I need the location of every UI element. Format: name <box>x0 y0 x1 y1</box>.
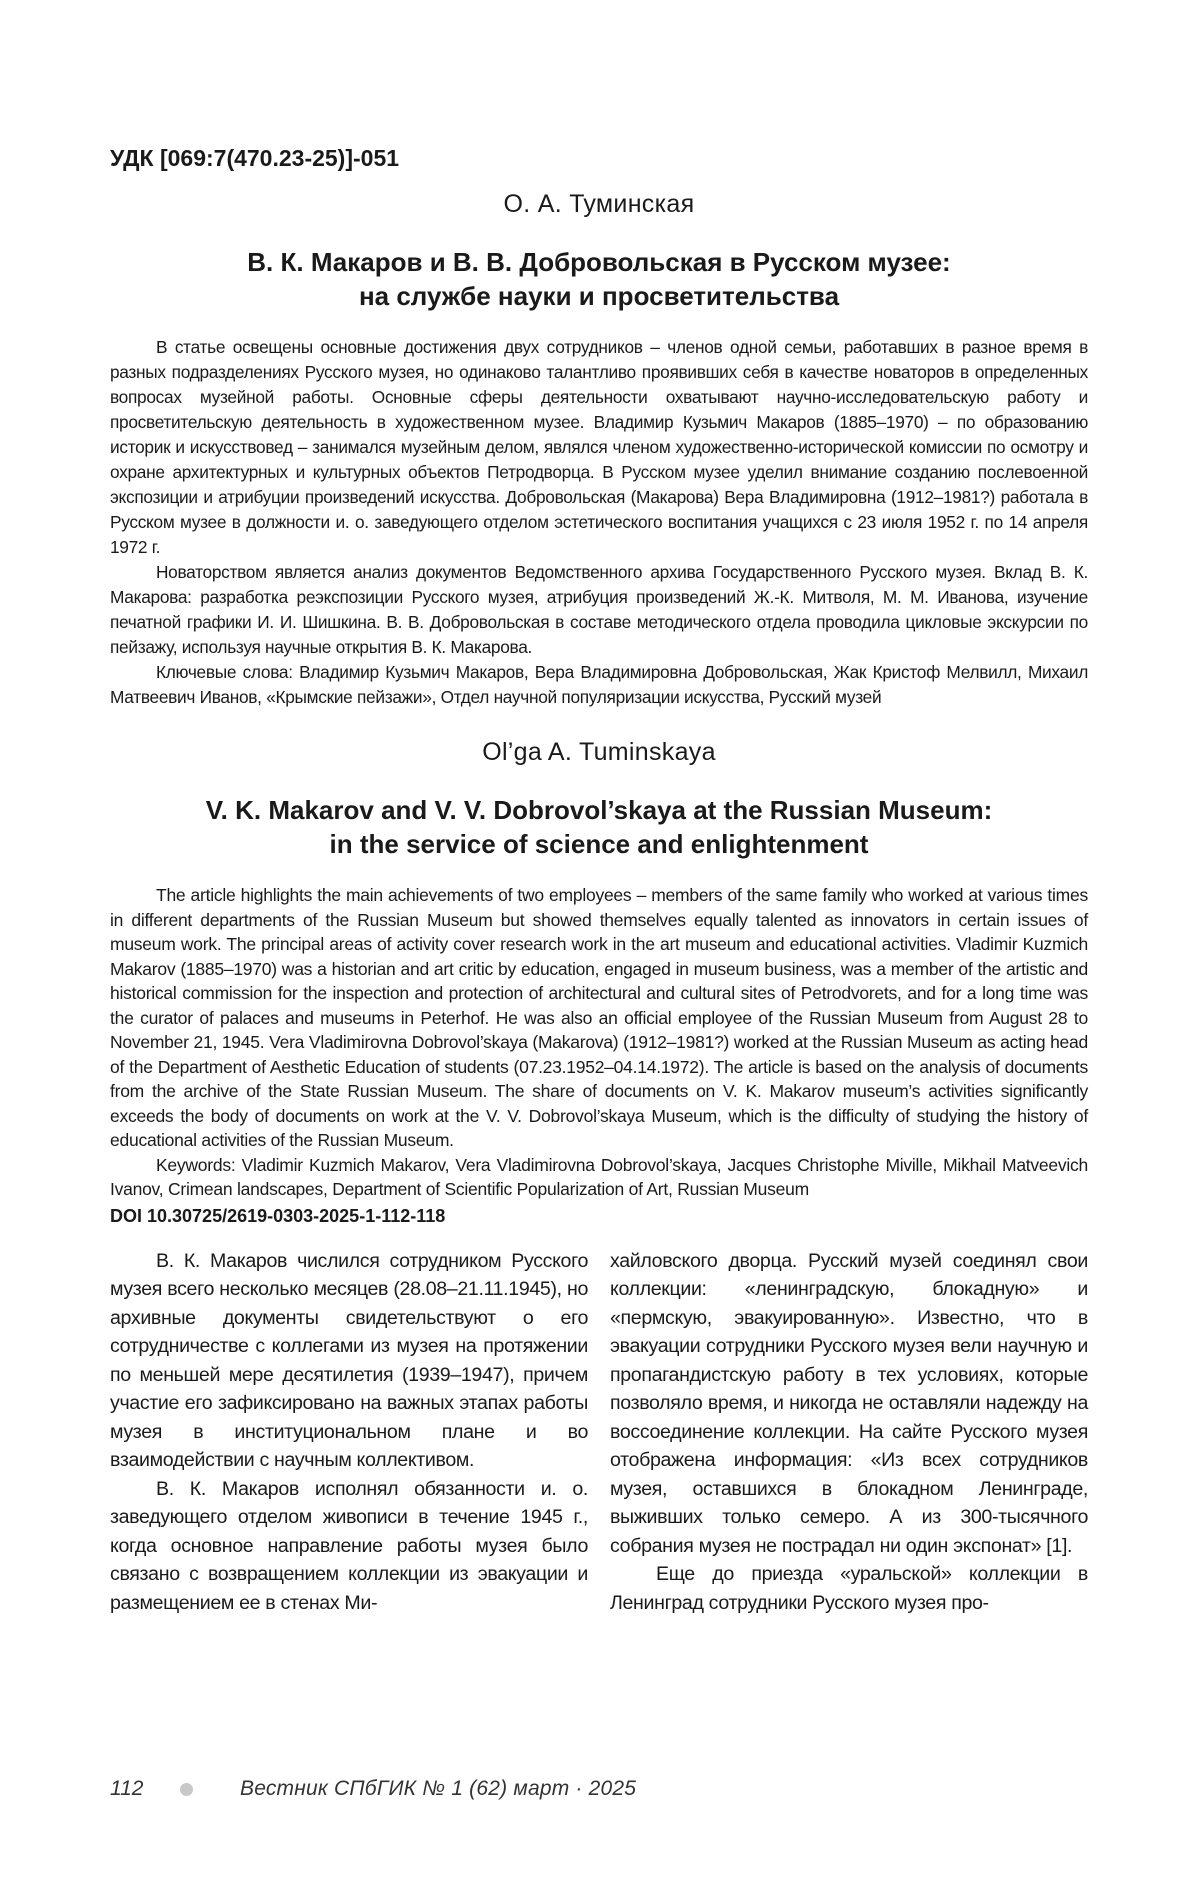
doi: DOI 10.30725/2619-0303-2025-1-112-118 <box>110 1205 446 1226</box>
abstract-en-paragraph-1: The article highlights the main achievements of two employees – members of the same family who worked at various times in different departments of the Russian Museum but showed themselves equally talented as innovators in certain issues of museum work. The principal areas of activity cover research work in the art museum and educational activities. Vladimir Kuzmich Makarov (1885–1970) was a historian and art critic by education, engaged in museum business, was a member of the artistic and historical commission for the inspection and protection of architectural and cultural sites of Petrodvorets, and for a long time was the curator of palaces and museums in Peterhof. He was also an official employee of the Russian Museum from August 28 to November 21, 1945. Vera Vladimirovna Dobrovol’skaya (Makarova) (1912–1981?) worked at the Russian Museum as acting head of the Department of Aesthetic Education of students (07.23.1952–04.14.1972). The article is based on the analysis of documents from the archive of the State Russian Museum. The share of documents on V. K. Makarov museum’s activities significantly exceeds the body of documents on work at the V. V. Dobrovol’skaya Museum, which is the difficulty of studying the history of educational activities of the Russian Museum. <box>110 885 1088 1150</box>
abstract-ru-paragraph-1: В статье освещены основные достижения двух сотрудников – членов одной семьи, работавших в разное время в разных подразделениях Русского музея, но одинаково талантливо проявивших себя в качестве новаторов в определенных вопросах музейной работы. Основные сферы деятельности охватывают научно-исследовательскую работу и просветительскую деятельность в художественном музее. Владимир Кузьмич Макаров (1885–1970) – по образованию историк и искусствовед – занимался музейным делом, являлся членом художественно-исторической комиссии по осмотру и охране архитектурных и культурных объектов Петродворца. В Русском музее уделил внимание созданию послевоенной экспозиции и атрибуции произведений искусства. Добровольская (Макарова) Вера Владимировна (1912–1981?) работала в Русском музее в должности и. о. заведующего отделом эстетического воспитания учащихся с 23 июля 1952 г. по 14 апреля 1972 г. <box>110 337 1088 557</box>
title-en-line2: in the service of science and enlightenment <box>329 829 869 859</box>
keywords-ru: Ключевые слова: Владимир Кузьмич Макаров, Вера Владимировна Добровольская, Жак Кристоф Мелвилл, Михаил Матвеевич Иванов, «Крымские пейзажи», Отдел научной популяризации искусства, Русский музей <box>110 662 1088 707</box>
body-column-left <box>110 1247 588 1618</box>
body-right-paragraph-1: хайловского дворца. Русский музей соединял свои коллекции: «ленинградскую, блокадную» и «пермскую, эвакуированную». Известно, что в эвакуации сотрудники Русского музея вели научную и пропагандистскую работу в тех условиях, которые позволяло время, и никогда не оставляли надежду на воссоединение коллекции. На сайте Русского музея отображена информация: «Из всех сотрудников музея, оставшихся в блокадном Ленинграде, выживших только семеро. А из 300-тысячного собрания музея не пострадал ни один экспонат» [1]. <box>610 1249 1088 1557</box>
abstract-ru <box>110 335 1088 710</box>
title-en <box>110 793 1088 861</box>
body-column-right <box>610 1247 1088 1618</box>
body-right-paragraph-2: Еще до приезда «уральской» коллекции в Ленинград сотрудники Русского музея про- <box>610 1563 1088 1614</box>
author-en: Ol’ga A. Tuminskaya <box>482 738 716 766</box>
abstract-ru-paragraph-2: Новаторством является анализ документов Ведомственного архива Государственного Русского музея. Вклад В. К. Макарова: разработка реэкспозиции Русского музея, атрибуция произведений Ж.-К. Митволя, М. М. Иванова, изучение печатной графики И. И. Шишкина. В. В. Добровольская в составе методического отдела проводила цикловые экскурсии по пейзажу, используя научные открытия В. К. Макарова. <box>110 562 1088 657</box>
title-en-line1: V. K. Makarov and V. V. Dobrovol’skaya at the Russian Museum: <box>205 795 993 825</box>
udc-code: УДК [069:7(470.23-25)]-051 <box>110 145 400 171</box>
page-footer <box>110 1777 636 1801</box>
body-columns <box>110 1247 1088 1618</box>
keywords-en: Keywords: Vladimir Kuzmich Makarov, Vera Vladimirovna Dobrovol’skaya, Jacques Christophe Miville, Mikhail Matveevich Ivanov, Crimean landscapes, Department of Scientific Popularization of Art, Russian Museum <box>110 1154 1088 1199</box>
page-number: 112 <box>110 1777 144 1800</box>
abstract-en <box>110 883 1088 1202</box>
article-page <box>110 145 1088 1617</box>
author-ru: О. А. Туминская <box>503 190 695 218</box>
journal-title: Вестник СПбГИК № 1 (62) март · 2025 <box>240 1777 637 1800</box>
title-ru-line2: на службе науки и просветительства <box>358 281 840 311</box>
footer-dot-icon <box>180 1783 193 1796</box>
title-ru <box>110 245 1088 313</box>
body-left-paragraph-2: В. К. Макаров исполнял обязанности и. о. заведующего отделом живописи в течение 1945 г., когда основное направление работы музея было связано с возвращением коллекции из эвакуации и размещением ее в стенах Ми- <box>110 1477 588 1614</box>
body-left-paragraph-1: В. К. Макаров числился сотрудником Русского музея всего несколько месяцев (28.08–21.11.1945), но архивные документы свидетельствуют о его сотрудничестве с коллегами из музея на протяжении по меньшей мере десятилетия (1939–1947), причем участие его зафиксировано на важных этапах работы музея в институциональном плане и во взаимодействии с научным коллективом. <box>110 1249 588 1471</box>
title-ru-line1: В. К. Макаров и В. В. Добровольская в Русском музее: <box>247 247 951 277</box>
